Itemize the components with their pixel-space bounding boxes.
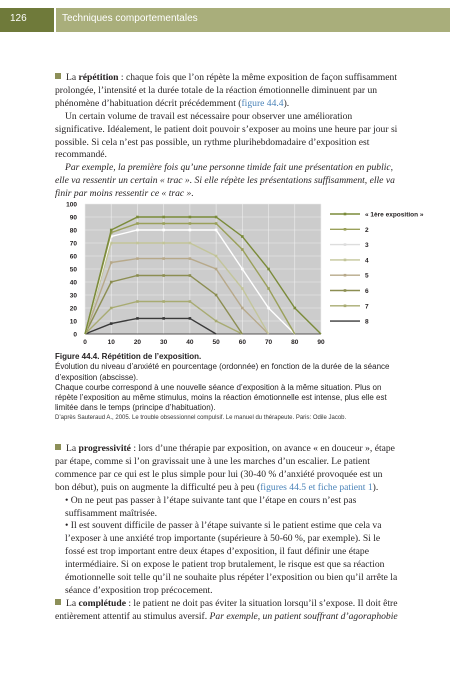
series-marker	[189, 242, 192, 245]
term-progressivite: progressivité	[78, 443, 131, 454]
series-marker	[136, 274, 139, 277]
series-marker	[162, 229, 165, 232]
para-repetition: La répétition : chaque fois que l’on répète la même exposition de façon suffisamment prolongée, l’intensité et la durée totale de la réaction émotionnelle diminuent par un phénomène d’habituation décrit précédemment (figure 44.4). Un certain volume de travail est nécessaire pour observer une amélioration significative. Idéalement, le patient doit pouvoir s’exposer au moins une heure par jour si possible. Si cela n’est pas possible, un rythme plurihebdomadaire d’exposition est recommandé. Par exemple, la première fois qu’une personne timide fait une présentation en public, elle va ressentir un certain « trac ». Si elle répète les présentations suffisamment, elle va finir par moins ressentir ce « trac ».	[55, 72, 398, 200]
term-repetition: répétition	[78, 72, 119, 83]
series-marker	[215, 222, 218, 225]
series-marker	[110, 281, 113, 284]
legend-marker	[344, 243, 347, 246]
legend-marker	[344, 259, 347, 262]
series-marker	[267, 287, 270, 290]
legend-label: 5	[365, 272, 369, 280]
caption-line-2: Chaque courbe correspond à une nouvelle séance d’exposition à la même situation. Plus on répète l’exposition au même stimulus, moins la réaction émotionnelle est intense, plus elle est limitée dans le temps (principe d’habituation).	[55, 382, 387, 413]
page-number-band	[0, 8, 54, 32]
series-marker	[136, 317, 139, 320]
square-bullet-icon	[55, 444, 61, 450]
series-marker	[267, 307, 270, 310]
figure-title: Figure 44.4. Répétition de l’exposition.	[55, 352, 202, 361]
series-marker	[110, 307, 113, 310]
series-marker	[136, 222, 139, 225]
x-tick-label: 70	[264, 339, 273, 346]
bullet-item-2: • Il est souvent difficile de passer à l’étape suivante si le patient estime que cela va l’exposer à une anxiété trop importante (supérieure à 50-60 %, par exemple). Si le fossé est trop important entre deux étapes d’exposition, il faut définir une étape intermédiaire. Si on expose le patient trop brutalement, le risque est que sa réaction émotionnelle soit telle qu’il ne souhaite plus répéter l’exposition ou bien qu’il arrête la séance d’exposition trop précocement.	[65, 520, 398, 596]
para-progressivite: La progressivité : lors d’une thérapie par exposition, on avance « en douceur », étape par étape, comme si l’on gravissait une à une les marches d’un escalier. Le patient commence par ce qui est le plus simple pour lui (30-40 % d’anxiété provoquée est un bon début), puis on augmente la difficulté peu à peu (figures 44.5 et fiche patient 1). • On ne peut pas passer à l’étape suivante tant que l’étape en cours n’est pas suffisamment maîtrisée. • Il est souvent difficile de passer à l’étape suivante si le patient estime que cela va l’exposer à une anxiété trop importante (supérieure à 50-60 %, par exemple). Si le fossé est trop important entre deux étapes d’exposition, il faut définir une étape intermédiaire. Si on expose le patient trop brutalement, le risque est que sa réaction émotionnelle soit telle qu’il ne souhaite plus répéter l’exposition ou bien qu’il arrête la séance d’exposition trop précocement. La complétude : le patient ne doit pas éviter la situation lorsqu’il s’expose. Il doit être entièrement attentif au stimulus aversif. Par exemple, un patient souffrant d’agoraphobie	[55, 443, 398, 622]
y-tick-label: 0	[73, 331, 77, 339]
figure-caption	[55, 352, 398, 423]
series-marker	[241, 268, 244, 271]
legend-label: 3	[365, 242, 369, 250]
series-marker	[110, 322, 113, 325]
y-tick-label: 20	[69, 305, 77, 313]
chart-svg	[55, 198, 424, 350]
x-tick-label: 80	[291, 339, 299, 346]
legend-label: 4	[365, 257, 369, 265]
series-marker	[215, 229, 218, 232]
y-tick-label: 10	[69, 318, 77, 326]
series-marker	[110, 261, 113, 264]
legend-label: 7	[365, 303, 369, 311]
figure-source: D’après Sauteraud A., 2005. Le trouble obsessionnel compulsif. Le manuel du thérapeute. Paris: Odile Jacob.	[55, 414, 347, 421]
x-tick-label: 50	[212, 339, 220, 346]
series-marker	[189, 216, 192, 219]
series-marker	[162, 317, 165, 320]
legend-label: 8	[365, 318, 369, 326]
running-title: Techniques comportementales	[62, 13, 198, 24]
series-marker	[136, 216, 139, 219]
para-volume: Un certain volume de travail est nécessaire pour observer une amélioration significative. Idéalement, le patient doit pouvoir s’exposer au moins une heure par jour si possible. Si cela n’est pas possible, un rythme plurihebdomadaire d’exposition est recommandé.	[55, 110, 398, 161]
square-bullet-icon	[55, 599, 61, 605]
series-marker	[241, 248, 244, 251]
figures-link[interactable]: figures 44.5 et fiche patient 1	[260, 481, 373, 493]
legend-marker	[344, 228, 347, 231]
series-marker	[136, 257, 139, 260]
series-marker	[215, 320, 218, 323]
y-tick-label: 50	[69, 266, 77, 274]
caption-line-1: Évolution du niveau d’anxiété en pourcentage (ordonnée) en fonction de la durée de la séance d’exposition (abscisse).	[55, 362, 390, 382]
y-tick-label: 40	[69, 279, 77, 287]
series-marker	[162, 216, 165, 219]
series-marker	[162, 242, 165, 245]
legend-label: 6	[365, 288, 369, 295]
series-marker	[162, 222, 165, 225]
example-text: Par exemple, la première fois qu’une personne timide fait une présentation en public, elle va ressentir un certain « trac ». Si elle répète les présentations suffisamment, elle va finir par moins ressentir ce « trac ».	[55, 162, 395, 200]
series-marker	[136, 229, 139, 232]
y-tick-label: 60	[69, 253, 77, 261]
series-marker	[215, 268, 218, 271]
legend-marker	[344, 305, 347, 308]
square-bullet-icon	[55, 73, 61, 79]
y-tick-label: 80	[69, 227, 77, 235]
series-marker	[189, 300, 192, 303]
series-marker	[136, 300, 139, 303]
series-marker	[110, 229, 113, 232]
legend-label: 2	[365, 226, 369, 234]
running-header	[0, 0, 450, 34]
series-marker	[189, 317, 192, 320]
series-marker	[162, 300, 165, 303]
series-marker	[162, 257, 165, 260]
legend-marker	[344, 289, 347, 292]
series-marker	[136, 242, 139, 245]
series-marker	[215, 216, 218, 219]
series-marker	[241, 287, 244, 290]
series-marker	[267, 268, 270, 271]
series-marker	[189, 274, 192, 277]
y-tick-label: 70	[69, 240, 77, 248]
x-tick-label: 30	[160, 339, 168, 346]
series-marker	[293, 307, 296, 310]
series-marker	[189, 257, 192, 260]
y-tick-label: 100	[66, 201, 77, 209]
x-tick-label: 10	[107, 339, 115, 346]
series-marker	[241, 235, 244, 238]
series-marker	[215, 255, 218, 258]
legend-label: « 1ère exposition »	[365, 211, 424, 219]
x-tick-label: 0	[83, 339, 87, 346]
series-marker	[189, 222, 192, 225]
legend-marker	[344, 213, 347, 216]
series-marker	[189, 229, 192, 232]
x-tick-label: 20	[133, 339, 142, 346]
y-tick-label: 30	[69, 292, 77, 300]
example-agoraphobie: Par exemple, un patient souffrant d’agoraphobie	[209, 610, 398, 622]
series-marker	[241, 307, 244, 310]
legend-marker	[344, 274, 347, 277]
y-tick-label: 90	[69, 214, 77, 222]
series-marker	[162, 274, 165, 277]
x-tick-label: 90	[317, 339, 325, 346]
term-completude: complétude	[78, 597, 126, 609]
habituation-chart	[55, 198, 424, 350]
bullet-item-1: • On ne peut pas passer à l’étape suivante tant que l’étape en cours n’est pas suffisamment maîtrisée.	[65, 494, 357, 519]
figure-link[interactable]: figure 44.4	[241, 97, 284, 109]
x-tick-label: 60	[238, 339, 246, 346]
page-number: 126	[10, 13, 27, 24]
x-tick-label: 40	[186, 339, 194, 346]
series-marker	[215, 294, 218, 297]
